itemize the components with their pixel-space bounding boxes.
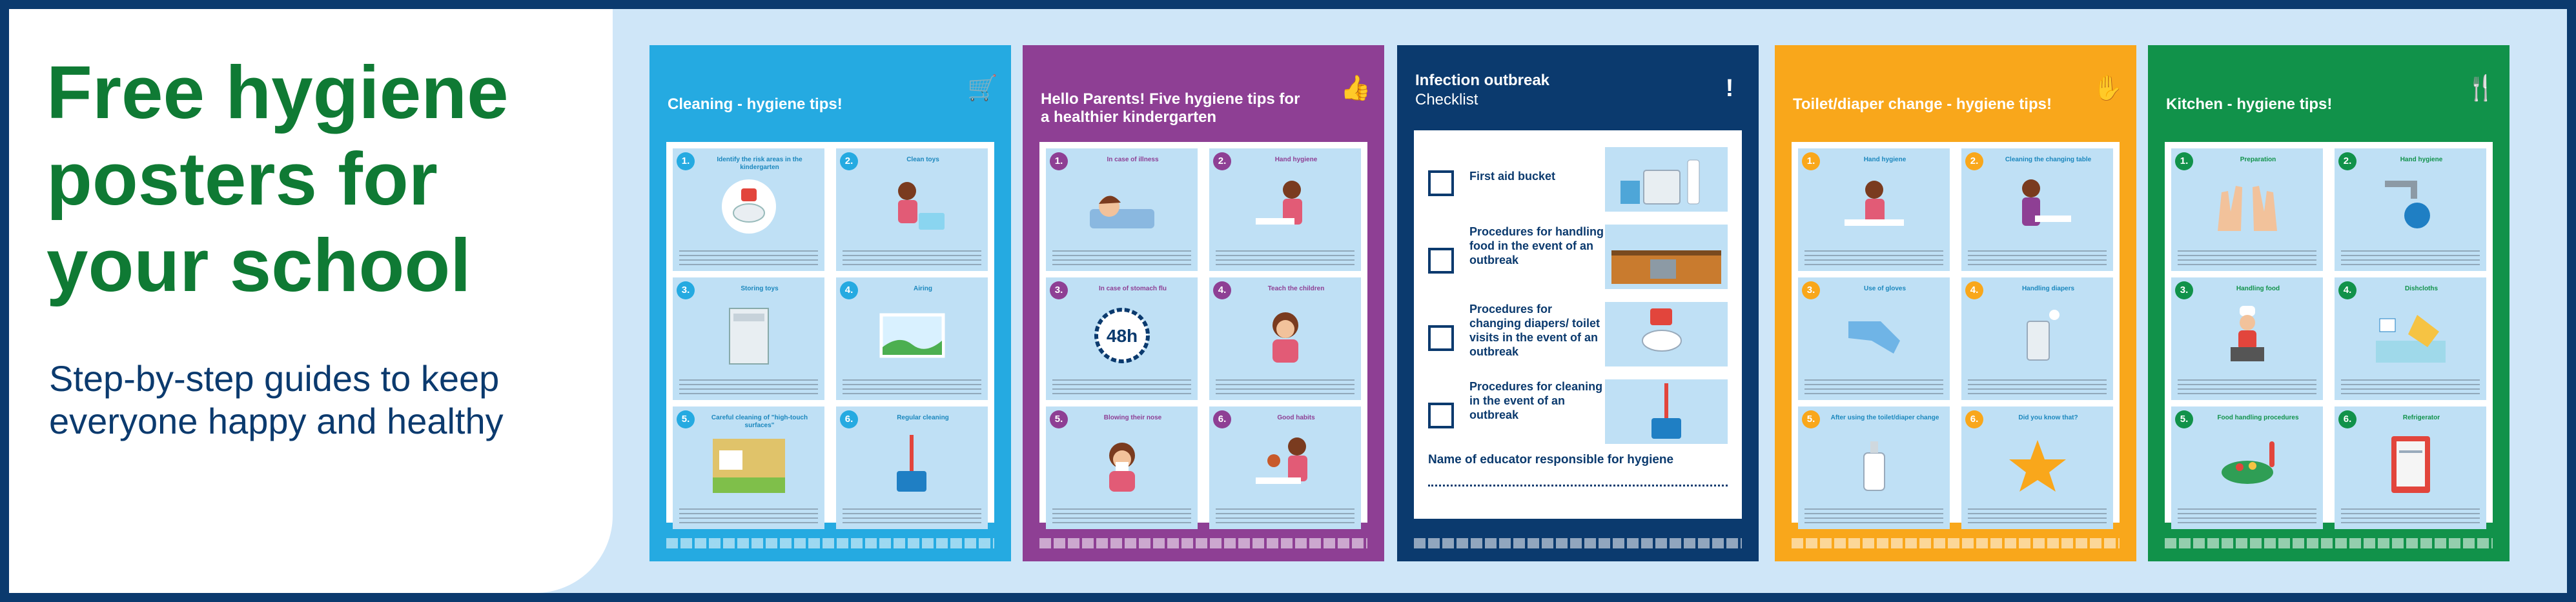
- poster-body: [666, 142, 994, 523]
- step-number: 5.: [1050, 410, 1068, 428]
- checkbox[interactable]: [1428, 325, 1454, 351]
- page-title: Free hygiene posters for your school: [46, 50, 509, 307]
- step-description: [2178, 379, 2316, 395]
- page-subtitle: Step-by-step guides to keep everyone happy and healthy: [49, 358, 504, 441]
- step-number: 2.: [1965, 152, 1983, 170]
- step-description: [843, 250, 981, 266]
- step-card: [2171, 277, 2323, 400]
- kitchen-counter-illustration: [1605, 225, 1728, 289]
- step-title: Hand hygiene: [2400, 156, 2443, 163]
- poster-body: [2165, 142, 2493, 523]
- step-title: Cleaning the changing table: [2005, 156, 2092, 163]
- step-card: [836, 148, 988, 271]
- step-card: [1209, 277, 1361, 400]
- poster-footer: [1414, 538, 1742, 548]
- faucet-illustration: [2372, 173, 2449, 237]
- child-washing-toys-illustration: [874, 173, 951, 237]
- 48-hours-clock-illustration: [1083, 302, 1161, 366]
- step-number: 2.: [2338, 152, 2356, 170]
- toilet-illustration: [1605, 302, 1728, 366]
- step-card: [2171, 406, 2323, 529]
- step-title: Preparation: [2240, 156, 2276, 163]
- checklist-item: [1428, 147, 1728, 218]
- step-title: Identify the risk areas in the kindergarten: [717, 156, 802, 171]
- step-number: 5.: [677, 410, 695, 428]
- poster-title: Cleaning - hygiene tips!: [668, 95, 843, 113]
- first-aid-bucket-illustration: [1605, 147, 1728, 212]
- refrigerator-illustration: [2372, 431, 2449, 496]
- step-description: [1804, 508, 1943, 524]
- step-card: [1798, 277, 1950, 400]
- step-number: 5.: [1802, 410, 1820, 428]
- step-description: [2178, 508, 2316, 524]
- step-card: [836, 406, 988, 529]
- checklist-item: [1428, 302, 1728, 373]
- poster-title: Kitchen - hygiene tips!: [2166, 95, 2333, 113]
- toilet-illustration: [710, 173, 788, 237]
- step-title: Teach the children: [1267, 285, 1325, 292]
- step-description: [1216, 508, 1354, 524]
- step-title: Handling food: [2236, 285, 2280, 292]
- hand-washing-icon: ✋: [2092, 75, 2123, 102]
- step-card: [2335, 277, 2486, 400]
- step-description: [843, 508, 981, 524]
- checkbox[interactable]: [1428, 248, 1454, 274]
- step-title: Good habits: [1277, 414, 1315, 421]
- cabinet-illustration: [710, 302, 788, 366]
- poster-subtitle: Checklist: [1415, 91, 1478, 108]
- step-number: 3.: [2175, 281, 2193, 299]
- step-title: Blowing their nose: [1103, 414, 1162, 421]
- step-description: [1804, 379, 1943, 395]
- step-description: [2341, 379, 2480, 395]
- step-number: 3.: [677, 281, 695, 299]
- cleaning-cart-icon: 🛒: [967, 75, 998, 102]
- sick-child-illustration: [1083, 173, 1161, 237]
- step-number: 4.: [1965, 281, 1983, 299]
- step-number: 6.: [1965, 410, 1983, 428]
- step-number: 1.: [677, 152, 695, 170]
- step-title: Clean toys: [906, 156, 939, 163]
- step-number: 1.: [1802, 152, 1820, 170]
- poster-toilet-diaper[interactable]: [1775, 45, 2136, 561]
- step-card: [673, 148, 824, 271]
- responsible-educator-label: Name of educator responsible for hygiene: [1428, 453, 1674, 467]
- step-card: [1046, 277, 1198, 400]
- diaper-bin-illustration: [1999, 302, 2076, 366]
- thumbs-up-icon: 👍: [1340, 75, 1371, 102]
- step-card: [2171, 148, 2323, 271]
- hand-washing-illustration: [1835, 173, 1913, 237]
- step-title: After using the toilet/diaper change: [1830, 414, 1939, 421]
- step-number: 4.: [1213, 281, 1231, 299]
- poster-footer: [1792, 538, 2120, 548]
- step-card: [1961, 277, 2113, 400]
- gloved-hand-illustration: [1835, 302, 1913, 366]
- step-card: [836, 277, 988, 400]
- step-description: [1968, 250, 2107, 266]
- step-title: Hand hygiene: [1863, 156, 1906, 163]
- step-card: [673, 277, 824, 400]
- step-title: In case of illness: [1107, 156, 1159, 163]
- poster-title: Toilet/diaper change - hygiene tips!: [1793, 95, 2052, 113]
- child-blowing-nose-illustration: [1083, 431, 1161, 496]
- checklist-item: [1428, 225, 1728, 296]
- checkbox[interactable]: [1428, 403, 1454, 428]
- poster-parents[interactable]: [1023, 45, 1384, 561]
- checkbox[interactable]: [1428, 170, 1454, 196]
- parent-and-child-illustration: [1247, 431, 1324, 496]
- poster-footer: [1039, 538, 1367, 548]
- soap-dispenser-illustration: [1835, 431, 1913, 496]
- step-card: [1209, 406, 1361, 529]
- cutlery-icon: 🍴: [2466, 75, 2497, 102]
- playroom-illustration: [710, 431, 788, 496]
- step-description: [1052, 379, 1191, 395]
- step-card: [1209, 148, 1361, 271]
- step-number: 1.: [1050, 152, 1068, 170]
- step-description: [679, 508, 818, 524]
- step-title: Dishcloths: [2404, 285, 2438, 292]
- step-number: 2.: [840, 152, 858, 170]
- step-number: 1.: [2175, 152, 2193, 170]
- step-description: [2178, 250, 2316, 266]
- step-description: [1052, 508, 1191, 524]
- step-description: [1968, 508, 2107, 524]
- step-title: Hand hygiene: [1274, 156, 1318, 163]
- dishcloth-illustration: [2372, 302, 2449, 366]
- child-coughing-illustration: [1247, 302, 1324, 366]
- open-hands-illustration: [2209, 173, 2286, 237]
- step-card: [1798, 406, 1950, 529]
- step-title: Storing toys: [741, 285, 779, 292]
- step-title: Refrigerator: [2402, 414, 2440, 421]
- step-description: [1216, 379, 1354, 395]
- poster-title: Hello Parents! Five hygiene tips for a healthier kindergarten: [1041, 90, 1300, 126]
- changing-table-illustration: [1999, 173, 2076, 237]
- step-number: 4.: [2338, 281, 2356, 299]
- checklist-item-label: First aid bucket: [1469, 170, 1556, 183]
- step-card: [2335, 406, 2486, 529]
- step-number: 2.: [1213, 152, 1231, 170]
- checklist-item: [1428, 379, 1728, 450]
- step-card: [673, 406, 824, 529]
- step-description: [1804, 250, 1943, 266]
- step-number: 5.: [2175, 410, 2193, 428]
- checklist-item-label: Procedures for cleaning in the event of an outbreak: [1469, 380, 1603, 421]
- poster-kitchen[interactable]: [2148, 45, 2510, 561]
- banner-frame: [9, 9, 2567, 593]
- poster-body: [1792, 142, 2120, 523]
- checklist: [1414, 130, 1742, 519]
- poster-title: Infection outbreak: [1415, 72, 1550, 89]
- poster-footer: [2165, 538, 2493, 548]
- step-description: [1968, 379, 2107, 395]
- step-number: 3.: [1802, 281, 1820, 299]
- step-description: [1216, 250, 1354, 266]
- step-title: Food handling procedures: [2217, 414, 2299, 421]
- hero-panel: [9, 9, 613, 593]
- step-card: [1046, 148, 1198, 271]
- checklist-item-label: Procedures for handling food in the event of an outbreak: [1469, 225, 1604, 266]
- poster-cleaning[interactable]: [649, 45, 1011, 561]
- step-description: [843, 379, 981, 395]
- hand-washing-illustration: [1247, 173, 1324, 237]
- step-card: [2335, 148, 2486, 271]
- step-description: [679, 250, 818, 266]
- step-card: [1798, 148, 1950, 271]
- step-title: Did you know that?: [2018, 414, 2078, 421]
- svg-text:48h: 48h: [1106, 326, 1138, 346]
- step-card: [1046, 406, 1198, 529]
- step-description: [2341, 250, 2480, 266]
- mop-bucket-illustration: [874, 431, 951, 496]
- step-number: 6.: [840, 410, 858, 428]
- step-title: In case of stomach flu: [1098, 285, 1167, 292]
- mop-bucket-illustration: [1605, 379, 1728, 444]
- step-description: [2341, 508, 2480, 524]
- step-title: Careful cleaning of "high-touch surfaces": [711, 414, 808, 429]
- star-icon: [1999, 431, 2076, 496]
- checklist-item-label: Procedures for changing diapers/ toilet visits in the event of an outbreak: [1469, 303, 1600, 358]
- step-description: [679, 379, 818, 395]
- poster-footer: [666, 538, 994, 548]
- poster-infection-outbreak[interactable]: [1397, 45, 1759, 561]
- step-card: [1961, 148, 2113, 271]
- step-number: 3.: [1050, 281, 1068, 299]
- step-number: 4.: [840, 281, 858, 299]
- step-card: [1961, 406, 2113, 529]
- step-title: Regular cleaning: [897, 414, 949, 421]
- step-title: Use of gloves: [1863, 285, 1906, 292]
- poster-body: [1039, 142, 1367, 523]
- cook-illustration: [2209, 302, 2286, 366]
- step-number: 6.: [2338, 410, 2356, 428]
- open-window-illustration: [874, 302, 951, 366]
- exclamation-icon: !: [1725, 75, 1734, 102]
- step-description: [1052, 250, 1191, 266]
- poster-title-block: [1415, 71, 1549, 110]
- step-title: Airing: [914, 285, 932, 292]
- step-title: Handling diapers: [2021, 285, 2075, 292]
- salad-bowl-illustration: [2209, 431, 2286, 496]
- step-number: 6.: [1213, 410, 1231, 428]
- signature-line[interactable]: [1428, 485, 1728, 487]
